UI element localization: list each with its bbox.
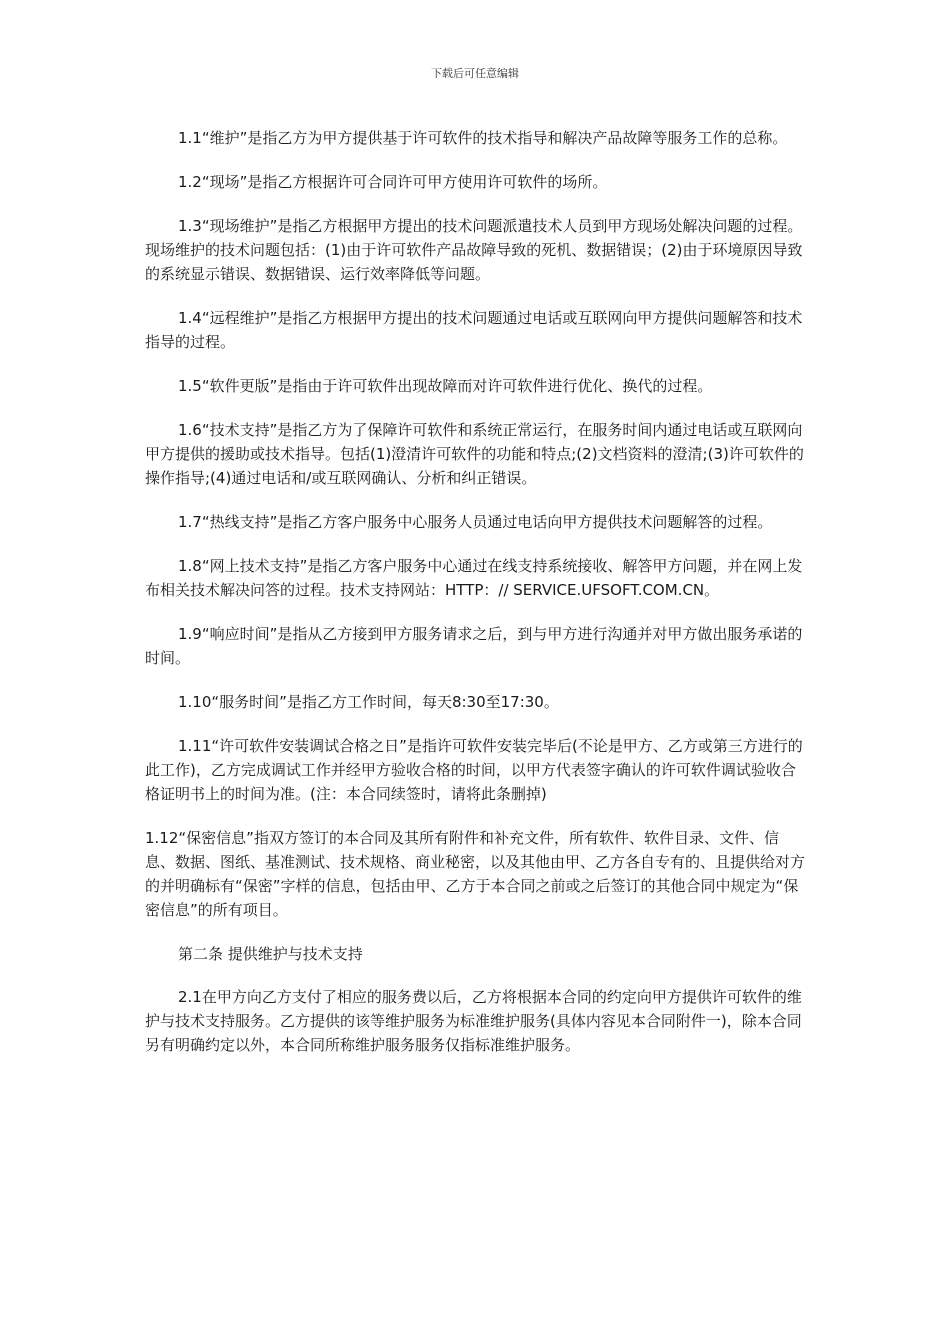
clause-1-7: 1.7“热线支持”是指乙方客户服务中心服务人员通过电话向甲方提供技术问题解答的过程。 [178, 513, 773, 531]
article-2-heading: 第二条 提供维护与技术支持 [178, 945, 363, 963]
clause-1-1: 1.1“维护”是指乙方为甲方提供基于许可软件的技术指导和解决产品故障等服务工作的总称。 [178, 129, 788, 147]
page-header: 下载后可任意编辑 [431, 67, 519, 80]
clause-1-2: 1.2“现场”是指乙方根据许可合同许可甲方使用许可软件的场所。 [178, 173, 608, 191]
document-body [145, 126, 807, 1077]
clause-1-3: 1.3“现场维护”是指乙方根据甲方提出的技术问题派遣技术人员到甲方现场处解决问题的过程。现场维护的技术问题包括：(1)由于许可软件产品故障导致的死机、数据错误；(2)由于环境原因导致的系统显示错误、数据错误、运行效率降低等问题。 [145, 217, 803, 283]
clause-1-11: 1.11“许可软件安装调试合格之日”是指许可软件安装完毕后(不论是甲方、乙方或第三方进行的此工作)，乙方完成调试工作并经甲方验收合格的时间，以甲方代表签字确认的许可软件调试验收合格证明书上的时间为准。(注：本合同续签时，请将此条删掉) [145, 737, 803, 803]
clause-1-12: 1.12“保密信息”指双方签订的本合同及其所有附件和补充文件，所有软件、软件目录、文件、信息、数据、图纸、基准测试、技术规格、商业秘密，以及其他由甲、乙方各自专有的、且提供给对方的并明确标有“保密”字样的信息，包括由甲、乙方于本合同之前或之后签订的其他合同中规定为“保密信息”的所有项目。 [145, 829, 806, 919]
clause-1-10: 1.10“服务时间”是指乙方工作时间，每天8:30至17:30。 [178, 693, 559, 711]
clause-1-8: 1.8“网上技术支持”是指乙方客户服务中心通过在线支持系统接收、解答甲方问题，并在网上发布相关技术解决问答的过程。技术支持网站：HTTP：// SERVICE.UFSOFT.COM.CN。 [145, 557, 803, 599]
clause-2-1: 2.1在甲方向乙方支付了相应的服务费以后，乙方将根据本合同的约定向甲方提供许可软件的维护与技术支持服务。乙方提供的该等维护服务为标准维护服务(具体内容见本合同附件一)，除本合同另有明确约定以外，本合同所称维护服务服务仅指标准维护服务。 [145, 988, 802, 1054]
clause-1-4: 1.4“远程维护”是指乙方根据甲方提出的技术问题通过电话或互联网向甲方提供问题解答和技术指导的过程。 [145, 309, 803, 351]
clause-1-5: 1.5“软件更版”是指由于许可软件出现故障而对许可软件进行优化、换代的过程。 [178, 377, 713, 395]
clause-1-9: 1.9“响应时间”是指从乙方接到甲方服务请求之后，到与甲方进行沟通并对甲方做出服务承诺的时间。 [145, 625, 803, 667]
clause-1-6: 1.6“技术支持”是指乙方为了保障许可软件和系统正常运行，在服务时间内通过电话或互联网向甲方提供的援助或技术指导。包括(1)澄清许可软件的功能和特点;(2)文档资料的澄清;(3)许可软件的操作指导;(4)通过电话和/或互联网确认、分析和纠正错误。 [145, 421, 804, 487]
